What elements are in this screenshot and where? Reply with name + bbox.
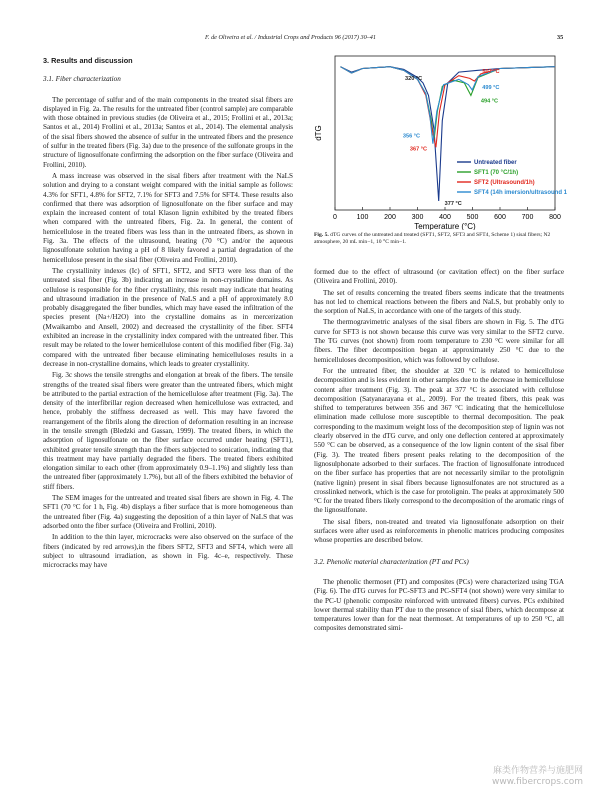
figure-label: Fig. 5.	[314, 232, 329, 238]
x-tick-label: 200	[384, 214, 396, 221]
legend-label: SFT4 (14h imersion/ultrasound 1h)	[474, 190, 567, 197]
watermark	[492, 766, 583, 788]
paragraph: The SEM images for the untreated and treated sisal fibers are shown in Fig. 4. The SFT1 (70 °C for 1 h, Fig. 4b) displays a fiber surface that is more homogeneous than the untreated fiber (Fig. 4a) suggesting the deposition of a thin layer of NaLS that was adsorbed onto the fiber surface (Oliveira and Frollini, 2010).	[43, 494, 293, 530]
paragraph: The phenolic thermoset (PT) and composites (PCs) were characterized using TGA (Fig. 6). The dTG curves for PC-SFT3 and PC-SFT4 (not shown) were very similar to the PC-U (phenolic composite reinforced with untreated fibers) curves. PCs exhibited lower thermal stability than PT due to the presence of sisal fibers, which decompose at temperatures lower than for the neat thermoset. At temperatures of up to 250 °C, all composites demonstrated simi-	[314, 577, 564, 633]
paragraph: formed due to the effect of ultrasound (or cavitation effect) on the fiber surface (Oliveira and Frollini, 2010).	[314, 268, 564, 286]
watermark-line-2: www.fibercrops.com	[492, 777, 583, 787]
series-line-3	[341, 67, 556, 144]
x-tick-label: 600	[494, 214, 506, 221]
x-tick-label: 500	[466, 214, 479, 221]
paragraph: The percentage of sulfur and of the main components in the treated sisal fibers are displayed in Fig. 2a. The results for the untreated fiber (control sample) are comparable with those obtained in previous studies (de Oliveira et al., 2015; Frollini et al., 2013a; Santos et al., 2014) Frollini et al., 2013a; Santos et al., 2014). The elemental analysis of the sisal fibers showed the absence of sulfur in the untreated fibers and the presence of sulfur in the treated fibers (Fig. 3a) due to the presence of the sulfonate groups in the structure of lignosulfonate confirming the adsorption on the fiber surface (Oliveira and Frollini, 2010).	[43, 95, 293, 169]
dtg-chart	[305, 50, 567, 230]
y-axis-label: dTG	[314, 125, 323, 141]
x-axis-label: Temperature (°C)	[414, 222, 476, 230]
paragraph: In addition to the thin layer, microcracks were also observed on the surface of the fibers (indicated by red arrows),in the fibers SFT2, SFT3 and SFT4, which were all subject to ultrasound irradiation, as shown in Fig. 4c–e, respectively. These microcracks may have	[43, 533, 293, 570]
annotation-label: 320 °C	[405, 75, 423, 82]
subsection-fiber-characterization: 3.1. Fiber characterization	[43, 75, 121, 84]
legend-label: SFT1 (70 °C/1h)	[474, 170, 519, 177]
paragraph: Fig. 3c shows the tensile strengths and elongation at break of the fibers. The tensile strengths of the treated sisal fibers were greater than the untreated fibers, which might be attributed to the partial extraction of the hemicellulose after treatment (Fig. 3a). The density of the interfibrillar region decreased when hemicellulose was extracted, and hence, probably the stiffness decreased as well. This may have favored the rearrangement of the fibrils along the direction of deformation resulting in an increase in the tensile strength (Bledzki and Gassan, 1999). The treated fibers, in which the adsorption of lignosulfonate on the fiber surface occurred under heating (SFT1), exhibited greater tensile strength than the fibers subjected to sonication, indicating that this treatment may have partially degraded the fibers. The treated fibers exhibited elongation similar to each other (from approximately 0.9–1.1%) and slightly less than the untreated fiber (approximately 1.7%), but all of the fibers exhibited the behavior of stiff fibers.	[43, 371, 293, 491]
x-tick-label: 400	[439, 214, 451, 221]
x-tick-label: 0	[333, 214, 337, 221]
x-tick-label: 700	[521, 214, 534, 221]
x-tick-label: 100	[356, 214, 369, 221]
right-column	[314, 268, 564, 634]
paragraph: The thermogravimetric analyses of the sisal fibers are shown in Fig. 5. The dTG curve for SFT3 is not shown because this curve was very similar to the SFT2 curve. The TG curves (not shown) from room temperature to 230 °C were similar for all fibers. The fiber decomposition began at approximately 250 °C due to the hemicelluloses decomposition, which was followed by cellulose.	[314, 318, 564, 364]
figure-5	[305, 50, 567, 230]
section-title: 3. Results and discussion	[43, 56, 133, 65]
annotation-label: 356 °C	[402, 133, 421, 140]
subsection-phenolic: 3.2. Phenolic material characterization (PT and PCs)	[314, 557, 469, 566]
paragraph: For the untreated fiber, the shoulder at 320 °C is related to hemicellulose decomposition and is less evident in other samples due to the decrease in hemicellulose content after treatment (Fig. 3). The peak at 377 °C is associated with cellulose decomposition (Satyanarayana et al., 2009). For the treated fibers, this peak was shifted to temperatures between 356 and 367 °C indicating that the hemicellulose elimination made cellulose more susceptible to thermal decomposition. The peak corresponding to the maximum weight loss of the decomposition step of lignin was not clearly observed in the dTG curve, and only one deflection centered at approximately 550 °C can be observed, as a consequence of the low lignin content of the sisal fiber (Fig. 3). The treated fibers present peaks relating to the decomposition of the lignosulphonate adsorbed to their surfaces. The fraction of lignosulfonate introduced on the fiber surface has properties that are not necessarily similar to the protolignin (native lignin) present in sisal fibers because lignosulfonates are not structured as a crosslinked network, which is the case for protolignin. The peaks at approximately 500 °C for the treated fibers likely correspond to the decomposition of the aromatic rings of the lignosulfonate.	[314, 366, 564, 515]
plot-frame	[335, 56, 555, 210]
paragraph: The set of results concerning the treated fibers seems indicate that the treatments has not led to chemical reactions between the fibers and NaLS, but probably only to the sorption of NaLS, in accordance with one of the targets of this study.	[314, 288, 564, 316]
left-column	[43, 56, 293, 570]
annotation-label: 494 °C	[480, 98, 499, 105]
figure-caption	[314, 232, 564, 246]
legend-label: SFT2 (Ultrasound/1h)	[474, 180, 535, 187]
journal-citation: F. de Oliveira et al. / Industrial Crops and Products 96 (2017) 30–41	[205, 34, 376, 41]
paragraph: The sisal fibers, non-treated and treated via lignosulfonate adsorption on their surfaces were after used as reinforcements in phenolic matrices producing composites whose properties are described below.	[314, 517, 564, 545]
paragraph: The crystallinity indexes (Ic) of SFT1, SFT2, and SFT3 were less than of the untreated sisal fiber (Fig. 3b) indicating an increase in non-crystalline domains. As cellulose is responsible for the fiber crystallinity, this result may indicate that heating and ultrasound irradiation in the presence of NaLS and a pH of approximately 8.0 probably disaggregated the fiber bundles, which may have eased the infiltration of the species present (Na+/H2O) into the crystalline domains as in mercerization (Mwaikambo and Ansell, 2002) and decreased the crystallinity of the fiber. SFT4 exhibited an increase in the crystallinity index compared with the untreated fiber. This result may be related to the lower hemicellulose content of this modified fiber (Fig. 3a) compared with the untreated fiber because eliminating hemicelluloses results in a decrease in non-crystalline domains, which leads to greater crystallinity.	[43, 266, 293, 368]
legend-label: Untreated fiber	[474, 160, 517, 167]
annotation-label: 507 °C	[482, 69, 500, 76]
annotation-label: 377 °C	[444, 201, 462, 208]
page-number: 35	[557, 34, 564, 41]
annotation-label: 499 °C	[482, 85, 500, 92]
caption-text: dTG curves of the untreated and treated (SFT1, SFT2, SFT3 and SFT4, Scheme 1) sisal fibers; N2 atmosphere, 20 mL min−1, 10 °C min−1.	[314, 232, 551, 245]
x-tick-label: 800	[549, 214, 561, 221]
annotation-label: 367 °C	[409, 146, 428, 153]
series-line-2	[341, 67, 556, 148]
x-tick-label: 300	[411, 214, 424, 221]
watermark-line-1: 麻类作物营养与施肥网	[492, 766, 583, 776]
paragraph: A mass increase was observed in the sisal fibers after treatment with the NaLS solution and drying to a constant weight compared with the initial sample as follows: 4.3% for SFT1, 4.8% for SFT2, 7.1% for SFT3 and 7.5% for SFT4. These results also confirmed that there was adsorption of lignosulfonate on the fiber surface and may explain the increased content of total Klason lignin exhibited by the treated fibers when compared with the untreated fibers, Fig. 2a. In general, the content of hemicellulose in the treated fibers was less than in the untreated fibers, as shown in Fig. 3a. The effects of the ultrasound, heating (70 °C) and/or the aqueous lignosulfonate solution having a pH of 8 likely favored a partial degradation of the hemicellulose present in the sisal fiber (Oliveira and Frollini, 2010).	[43, 171, 293, 264]
series-line-1	[341, 67, 556, 141]
